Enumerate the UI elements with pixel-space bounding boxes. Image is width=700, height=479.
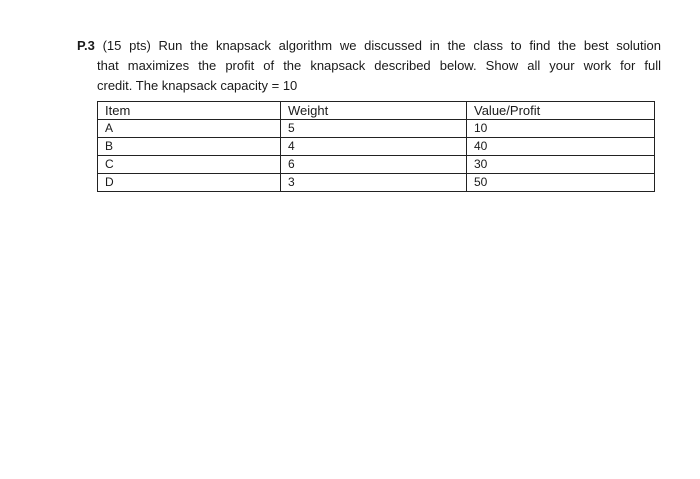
problem-statement [77, 36, 661, 96]
cell-value: 10 [467, 120, 655, 138]
cell-item: C [98, 156, 281, 174]
problem-number: P.3 [77, 38, 95, 53]
problem-line-2: that maximizes the profit of the knapsack described below. Show all your work for full [97, 58, 661, 73]
cell-weight: 4 [281, 138, 467, 156]
cell-value: 30 [467, 156, 655, 174]
cell-item: B [98, 138, 281, 156]
table-header-row [98, 102, 655, 120]
cell-value: 50 [467, 174, 655, 192]
cell-item: A [98, 120, 281, 138]
cell-weight: 5 [281, 120, 467, 138]
header-value-profit: Value/Profit [467, 102, 655, 120]
cell-weight: 3 [281, 174, 467, 192]
table-row [98, 138, 655, 156]
problem-line-1 [77, 36, 661, 56]
cell-value: 40 [467, 138, 655, 156]
table-row [98, 120, 655, 138]
cell-item: D [98, 174, 281, 192]
table-row [98, 156, 655, 174]
cell-weight: 6 [281, 156, 467, 174]
problem-line-3: credit. The knapsack capacity = 10 [97, 78, 298, 93]
header-item: Item [98, 102, 281, 120]
table-row [98, 174, 655, 192]
knapsack-table [97, 101, 655, 192]
problem-text-1: (15 pts) Run the knapsack algorithm we discussed in the class to find the best solution [94, 38, 661, 53]
header-weight: Weight [281, 102, 467, 120]
